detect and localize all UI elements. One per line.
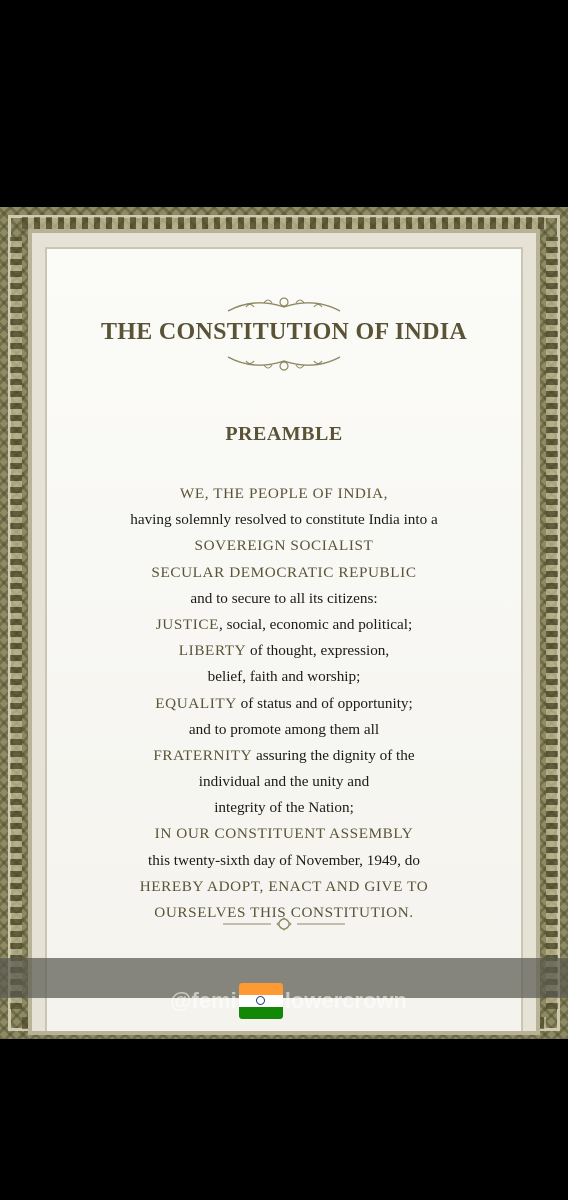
document-panel: [28, 229, 540, 1035]
preamble-line: [47, 691, 521, 717]
decorative-border-frame: [0, 207, 568, 1039]
document-paper: [45, 247, 523, 1031]
preamble-line-rest: of status and of opportunity;: [236, 694, 413, 712]
preamble-keyword: EQUALITY: [155, 694, 237, 712]
preamble-line-rest: assuring the dignity of the: [252, 746, 415, 764]
flag-chakra: [256, 996, 265, 1005]
ornament-under-title-icon: [224, 353, 344, 375]
preamble-line: and to promote among them all: [188, 720, 380, 738]
preamble-line: [47, 638, 521, 664]
flag-india-icon: [239, 983, 283, 1019]
watermark: [170, 980, 430, 1020]
preamble-text: [47, 481, 521, 926]
preamble-line-rest: of thought, expression,: [246, 642, 390, 660]
preamble-line: HEREBY ADOPT, ENACT AND GIVE TO: [139, 877, 429, 895]
pattern-band-left: [10, 237, 22, 1009]
pattern-band-top: [22, 217, 546, 229]
watermark-text-left: @femi: [170, 988, 237, 1014]
preamble-line: and to secure to all its citizens:: [190, 589, 378, 607]
preamble-line: OURSELVES THIS CONSTITUTION.: [154, 904, 414, 921]
preamble-line: SECULAR DEMOCRATIC REPUBLIC: [151, 563, 417, 581]
preamble-line-rest: , social, economic and political;: [219, 615, 413, 633]
preamble-line: SOVEREIGN SOCIALIST: [194, 537, 374, 555]
preamble-keyword: LIBERTY: [178, 642, 247, 660]
pattern-band-right: [546, 237, 558, 1009]
preamble-line: [47, 743, 521, 769]
preamble-line: integrity of the Nation;: [214, 799, 354, 817]
flag-green: [239, 1007, 283, 1019]
preamble-keyword: JUSTICE: [155, 615, 220, 633]
preamble-line: [47, 612, 521, 638]
preamble-line: WE, THE PEOPLE OF INDIA,: [179, 485, 389, 502]
preamble-line: this twenty-sixth day of November, 1949, do: [148, 851, 420, 869]
preamble-line: IN OUR CONSTITUENT ASSEMBLY: [154, 825, 414, 843]
preamble-keyword: FRATERNITY: [153, 746, 253, 764]
preamble-heading: PREAMBLE: [225, 423, 343, 445]
preamble-line: having solemnly resolved to constitute India into a: [130, 511, 438, 529]
ornament-end-icon: [219, 917, 349, 931]
ornament-top-icon: [224, 293, 344, 315]
flag-saffron: [239, 983, 283, 995]
document-title: THE CONSTITUTION OF INDIA: [100, 319, 467, 345]
preamble-line: individual and the unity and: [198, 773, 370, 791]
watermark-text-right: lowercrown: [284, 988, 407, 1014]
preamble-line: belief, faith and worship;: [207, 668, 361, 686]
